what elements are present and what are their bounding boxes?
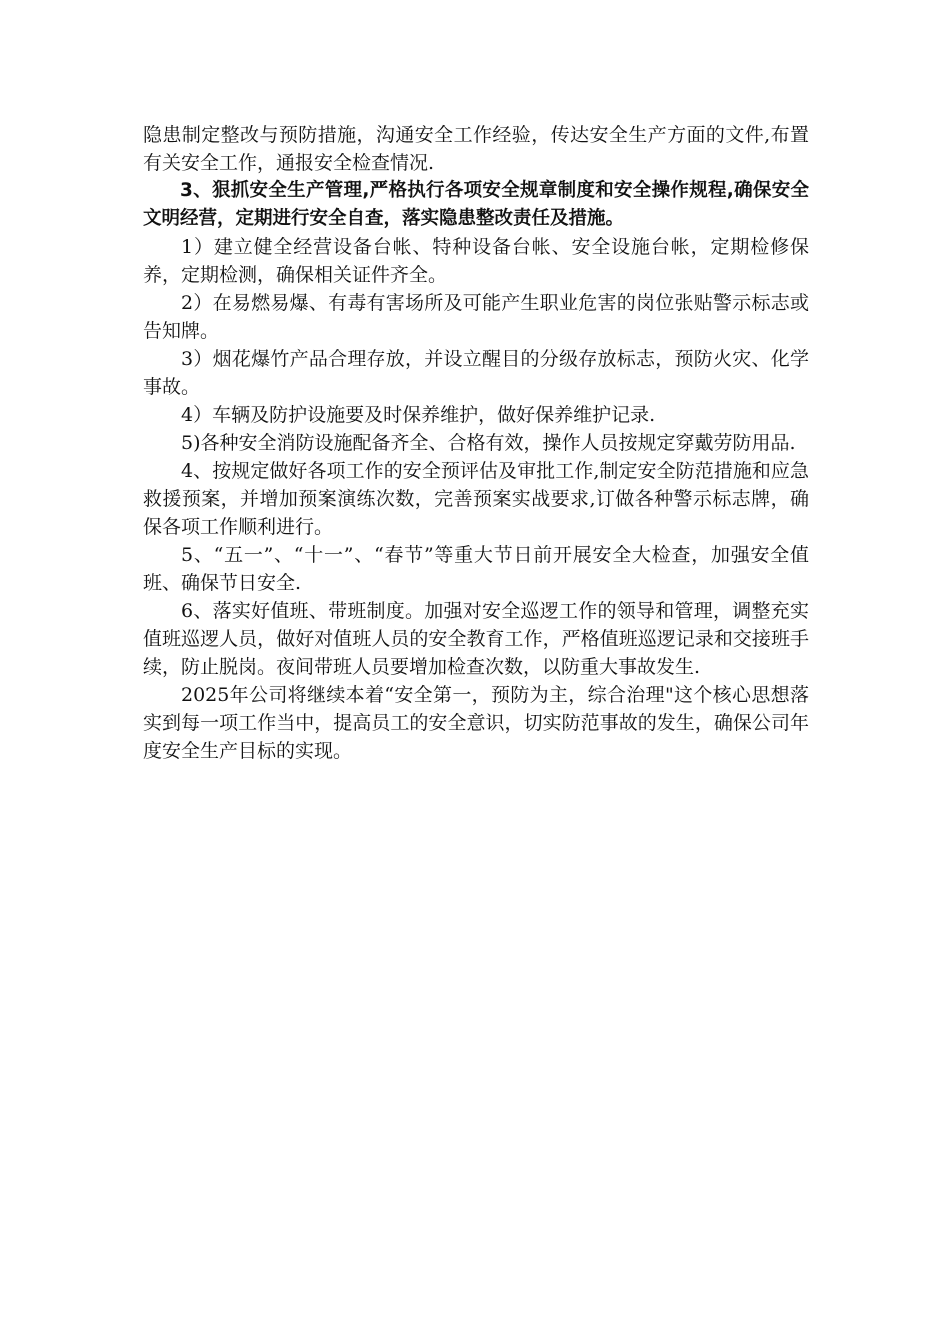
paragraph-item-1: 1）建立健全经营设备台帐、特种设备台帐、安全设施台帐，定期检修保养，定期检测，确保相关证件齐全。 xyxy=(143,236,809,286)
paragraph-heading-3: 3、狠抓安全生产管理,严格执行各项安全规章制度和安全操作规程,确保安全文明经营，定期进行安全自查，落实隐患整改责任及措施。 xyxy=(143,180,809,229)
paragraph-item-2: 2）在易燃易爆、有毒有害场所及可能产生职业危害的岗位张贴警示标志或告知牌。 xyxy=(143,292,809,342)
paragraph-section-6: 6、落实好值班、带班制度。加强对安全巡逻工作的领导和管理，调整充实值班巡逻人员，做好对值班人员的安全教育工作，严格值班巡逻记录和交接班手续，防止脱岗。夜间带班人员要增加检查次数，以防重大事故发生. xyxy=(143,600,809,678)
paragraph-item-5: 5)各种安全消防设施配备齐全、合格有效，操作人员按规定穿戴劳防用品. xyxy=(181,432,796,454)
paragraph-hazard-rectification: 隐患制定整改与预防措施，沟通安全工作经验，传达安全生产方面的文件,布置有关安全工作，通报安全检查情况. xyxy=(143,124,809,174)
paragraph-item-4: 4）车辆及防护设施要及时保养维护，做好保养维护记录. xyxy=(181,404,656,426)
paragraph-conclusion: 2025年公司将继续本着“安全第一，预防为主，综合治理"这个核心思想落实到每一项工作当中，提高员工的安全意识，切实防范事故的发生，确保公司年度安全生产目标的实现。 xyxy=(143,684,809,762)
paragraph-item-3: 3）烟花爆竹产品合理存放，并设立醒目的分级存放标志，预防火灾、化学事故。 xyxy=(143,348,809,398)
document-body xyxy=(143,121,809,765)
paragraph-section-4: 4、按规定做好各项工作的安全预评估及审批工作,制定安全防范措施和应急救援预案，并增加预案演练次数，完善预案实战要求,订做各种警示标志牌，确保各项工作顺利进行。 xyxy=(143,460,809,538)
paragraph-section-5: 5、“五一”、“十一”、“春节”等重大节日前开展安全大检查，加强安全值班、确保节日安全. xyxy=(143,544,809,594)
